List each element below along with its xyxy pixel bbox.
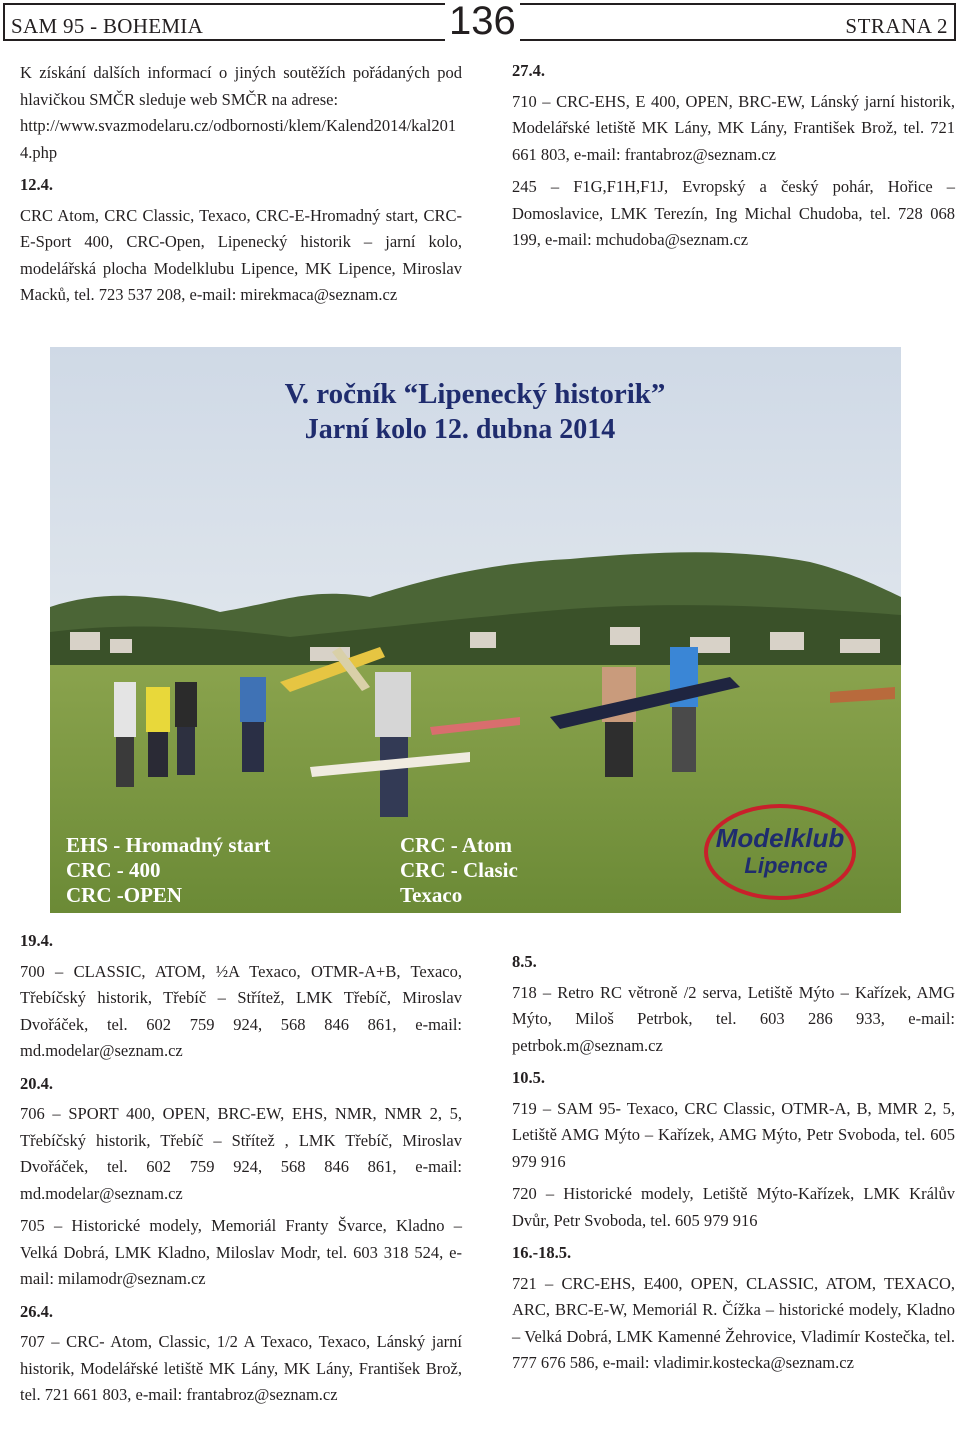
date-heading: 16.-18.5. [512,1243,572,1262]
poster-caption-left-1: EHS - Hromadný start [66,833,271,857]
poster-caption-right-2: CRC - Clasic [400,858,518,882]
top-left-column [20,60,462,309]
poster-title-line2: Jarní kolo 12. dubna 2014 [304,414,616,445]
poster-caption-left-2: CRC - 400 [66,858,161,882]
poster-image [50,347,901,913]
event-entry: 705 – Historické modely, Memoriál Franty Švarce, Kladno – Velká Dobrá, LMK Kladno, Miloslav Modr, tel. 603 318 524, e-mail: milamodr@seznam.cz [20,1216,462,1288]
date-heading: 12.4. [20,175,53,194]
poster-title-line1: V. ročník “Lipenecký historik” [284,378,666,410]
event-entry: 700 – CLASSIC, ATOM, ½A Texaco, OTMR-A+B, Texaco, Třebíčský historik, Třebíč – Střítež, LMK Třebíč, Miroslav Dvořáček, tel. 602 759 924, 568 846 861, e-mail: md.modelar@seznam.cz [20,961,462,1060]
date-heading: 19.4. [20,931,53,950]
event-entry: 721 – CRC-EHS, E400, OPEN, CLASSIC, ATOM, TEXACO, ARC, BRC-E-W, Memoriál R. Čížka – historické modely, Kladno – Velká Dobrá, LMK Kamenné Žehrovice, Vladimír Kostečka, tel. 777 676 586, e-mail: vladimir.kostecka@seznam.cz [512,1273,955,1372]
poster-caption-left-3: CRC -OPEN [66,883,183,907]
event-entry: 706 – SPORT 400, OPEN, BRC-EW, EHS, NMR, NMR 2, 5, Třebíčský historik, Třebíč – Střítež , LMK Třebíč, Miroslav Dvořáček, tel. 602 759 924, 568 846 861, e-mail: md.modelar@seznam.cz [20,1104,462,1203]
page-label: STRANA 2 [845,14,948,38]
page-header [3,0,956,43]
event-entry: 720 – Historické modely, Letiště Mýto-Kařízek, LMK Králův Dvůr, Petr Svoboda, tel. 605 979 916 [512,1184,955,1230]
event-entry: 245 – F1G,F1H,F1J, Evropský a český pohár, Hořice – Domoslavice, LMK Terezín, Ing Michal Chudoba, tel. 728 068 199, e-mail: mchudoba@seznam.cz [512,177,955,249]
intro-text: K získání dalších informací o jiných soutěžích pořádaných pod hlavičkou SMČR sleduje web SMČR na adrese: [20,63,462,109]
event-poster-photo [50,347,901,913]
calendar-url[interactable]: http://www.svazmodelaru.cz/odbornosti/klem/Kalend2014/kal2014.php [20,116,457,162]
page-number: 136 [445,0,520,43]
event-entry: 719 – SAM 95- Texaco, CRC Classic, OTMR-A, B, MMR 2, 5, Letiště AMG Mýto – Kařízek, AMG Mýto, Petr Svoboda, tel. 605 979 916 [512,1098,955,1171]
date-heading: 26.4. [20,1301,53,1321]
publication-title: SAM 95 - BOHEMIA [11,14,204,38]
event-entry: CRC Atom, CRC Classic, Texaco, CRC-E-Hromadný start, CRC-E-Sport 400, CRC-Open, Lipenecký historik – jarní kolo, modelářská plocha Modelklubu Lipence, MK Lipence, Miroslav Macků, tel. 723 537 208, e-mail: mirekmaca@seznam.cz [20,205,462,304]
logo-text-1: Modelklub [715,823,845,853]
event-entry: 718 – Retro RC větroně /2 serva, Letiště Mýto – Kařízek, AMG Mýto, Miloš Petrbok, tel. 603 286 933, e-mail: petrbok.m@seznam.cz [512,982,955,1055]
event-entry: 710 – CRC-EHS, E 400, OPEN, BRC-EW, Lánský jarní historik, Modelářské letiště MK Lány, MK Lány, František Brož, tel. 721 661 803, e-mail: frantabroz@seznam.cz [512,91,955,164]
poster-caption-right-1: CRC - Atom [400,833,512,857]
top-right-column [512,58,955,254]
date-heading: 8.5. [512,952,537,971]
date-heading: 27.4. [512,61,545,80]
bottom-left-column [20,928,462,1409]
logo-text-2: Lipence [744,853,828,878]
bottom-right-column [512,949,955,1377]
event-entry: 707 – CRC- Atom, Classic, 1/2 A Texaco, Texaco, Lánský jarní historik, Modelářské letiště MK Lány, MK Lány, František Brož, tel. 721 661 803, e-mail: frantabroz@seznam.cz [20,1332,462,1404]
date-heading: 10.5. [512,1068,545,1087]
poster-caption-right-3: Texaco [400,883,463,907]
date-heading: 20.4. [20,1073,53,1093]
